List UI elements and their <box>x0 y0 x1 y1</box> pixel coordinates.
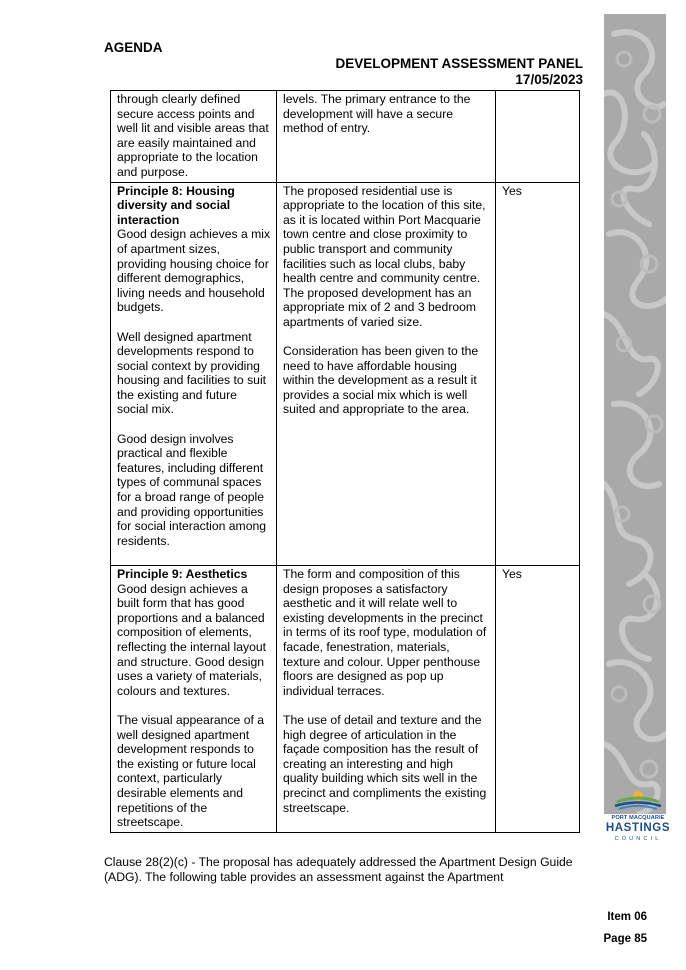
panel-heading: DEVELOPMENT ASSESSMENT PANEL <box>335 56 583 71</box>
principle-cell <box>111 91 277 183</box>
complies-cell <box>496 182 580 565</box>
principle-title: Principle 8: Housing diversity and social interaction <box>117 183 235 227</box>
table-row <box>111 182 580 565</box>
complies-cell <box>496 91 580 183</box>
response-text: Consideration has been given to the need to have affordable housing within the development as a result it provides a social mix which is well suited and appropriate to the area. <box>283 344 479 417</box>
response-text: levels. The primary entrance to the development will have a secure method of entry. <box>283 92 471 136</box>
response-cell <box>277 566 496 833</box>
principle-text: Good design involves practical and flexible features, including different types of communal spaces for a broad range of people and providing opportunities for social interaction among residents. <box>117 431 267 548</box>
clause-paragraph: Clause 28(2)(c) - The proposal has adequately addressed the Apartment Design Guide (ADG). The following table provides an assessment against the Apartment <box>104 855 573 885</box>
response-text: The form and composition of this design proposes a satisfactory aesthetic and it will relate well to existing developments in the precinct in terms of its roof type, modulation of facade, fenestration, materials, texture and colour. Upper penthouse floors are designed as pop up individual terraces. <box>283 567 487 698</box>
table-row <box>111 566 580 833</box>
response-text: The proposed development has an appropriate mix of 2 and 3 bedroom apartments of varied size. <box>283 285 477 329</box>
response-cell <box>277 91 496 183</box>
council-logo <box>603 788 673 852</box>
principle-text: Good design achieves a built form that has good proportions and a balanced composition of elements, reflecting the internal layout and structure. Good design uses a variety of materials, colours and textures. <box>117 581 267 698</box>
logo-line2: HASTINGS <box>605 822 671 834</box>
principle-text: through clearly defined secure access points and well lit and visible areas that are easily maintained and appropriate to the location and purpose. <box>117 92 269 179</box>
principle-text: Well designed apartment developments respond to social context by providing housing and facilities to suit the existing and future social mix. <box>117 329 267 417</box>
logo-line3: COUNCIL <box>614 836 662 842</box>
swirl-pattern <box>604 14 666 814</box>
assessment-table <box>110 90 580 833</box>
logo-line1: PORT MACQUARIE <box>611 815 665 821</box>
principle-text: The visual appearance of a well designed apartment development responds to the existing or future local context, particularly desirable elements and repetitions of the streetscape. <box>117 712 265 830</box>
meeting-date: 17/05/2023 <box>515 72 583 87</box>
page-number: Page 85 <box>603 933 647 945</box>
response-cell <box>277 182 496 565</box>
complies-value: Yes <box>502 183 522 198</box>
logo-mark-icon <box>603 788 673 810</box>
principle-cell <box>111 566 277 833</box>
principle-cell <box>111 182 277 565</box>
response-text: The use of detail and texture and the high degree of articulation in the façade composition has the result of creating an interesting and high quality building which sits well in the precinct and compliments the existing streetscape. <box>283 712 487 815</box>
principle-text: Good design achieves a mix of apartment sizes, providing housing choice for different demographics, living needs and household budgets. <box>117 227 271 315</box>
table-row <box>111 91 580 183</box>
complies-value: Yes <box>502 567 522 581</box>
complies-cell <box>496 566 580 833</box>
item-number: Item 06 <box>607 911 647 923</box>
decorative-side-band <box>604 14 666 814</box>
agenda-heading: AGENDA <box>104 40 163 55</box>
response-text: The proposed residential use is appropriate to the location of this site, as it is located within Port Macquarie town centre and close proximity to public transport and community facilities such as local clubs, baby health centre and community centre. <box>283 183 486 286</box>
principle-title: Principle 9: Aesthetics <box>117 567 248 581</box>
